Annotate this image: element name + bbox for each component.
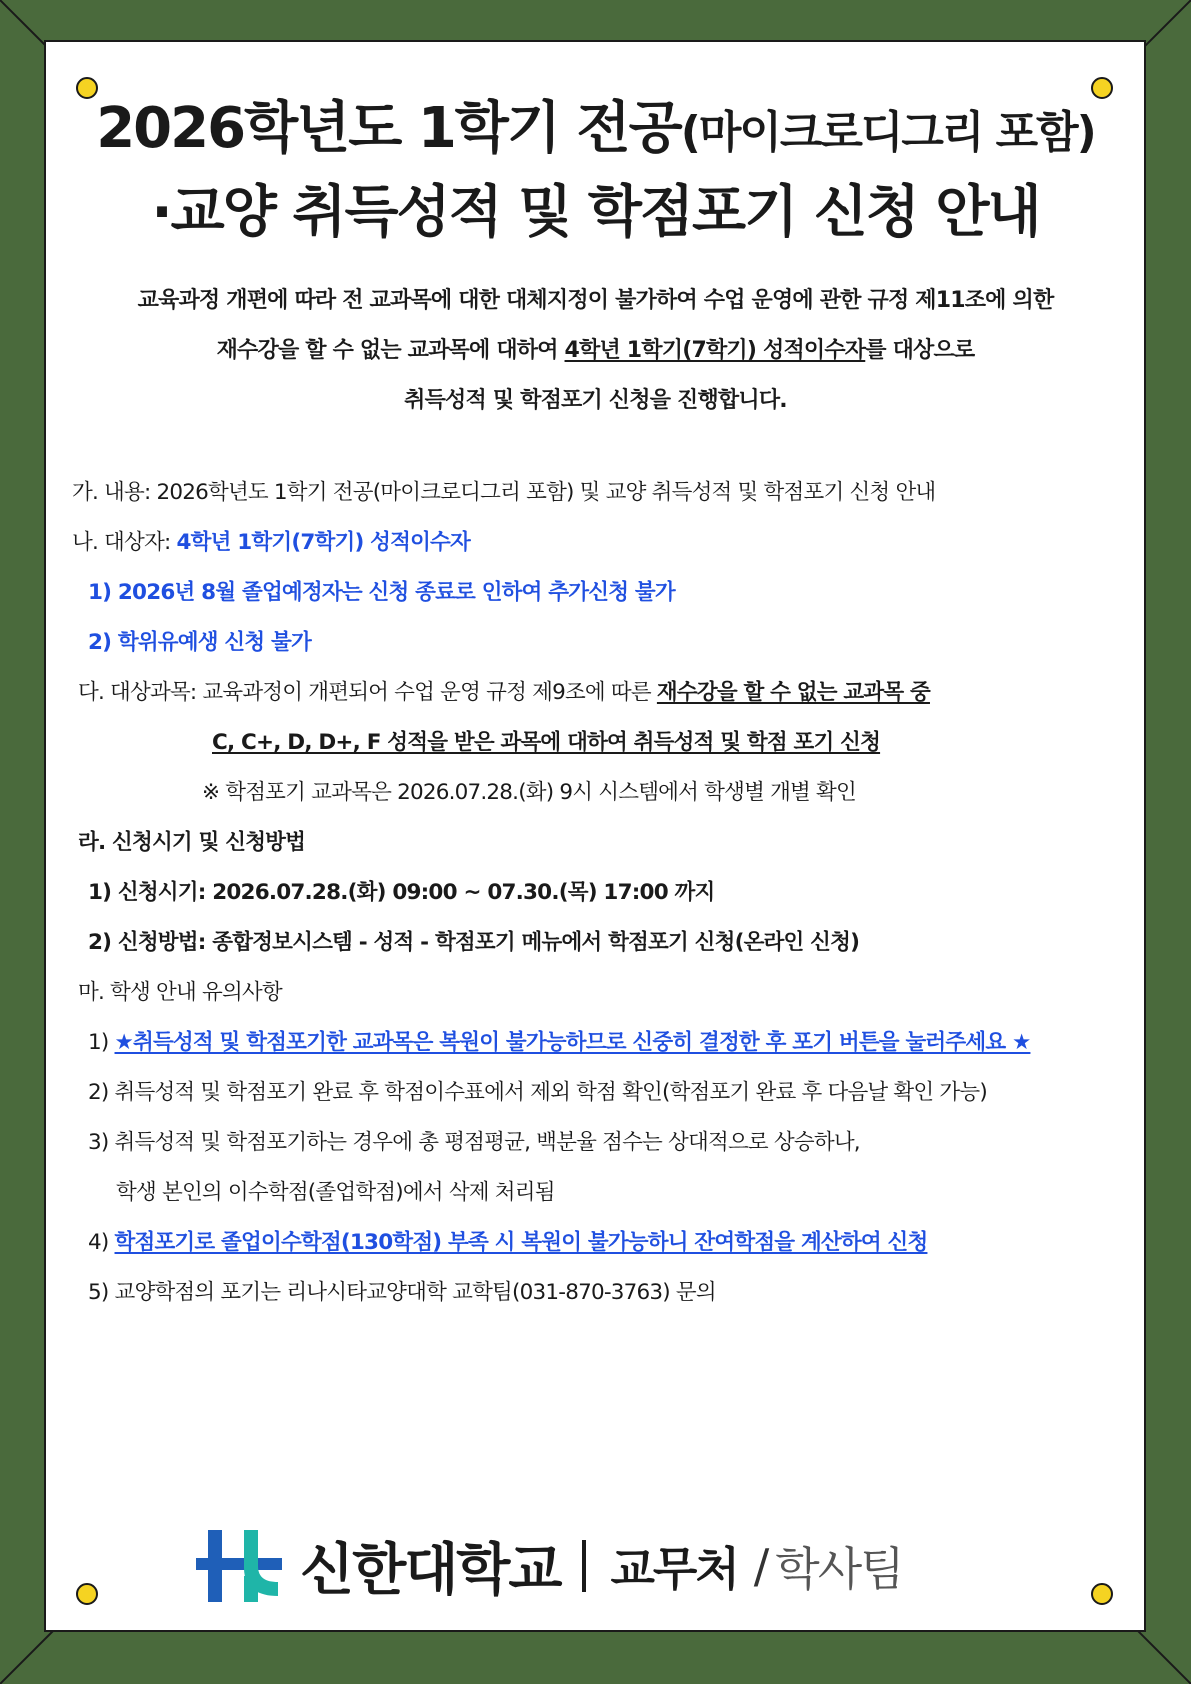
university-logo-icon [196, 1526, 282, 1606]
item-ma-4: 4) 학점포기로 졸업이수학점(130학점) 부족 시 복원이 불가능하니 잔여학점을 계산하여 신청 [88, 1230, 928, 1255]
footer-divider [582, 1540, 586, 1592]
title-paren: (마이크로디그리 포함) [680, 107, 1095, 158]
item-ra-1: 1) 신청시기: 2026.07.28.(화) 09:00 ~ 07.30.(목) 17:00 까지 [88, 880, 715, 905]
target-students: 4학년 1학기(7학기) 성적이수자 [176, 530, 470, 555]
item-ma-3b: 학생 본인의 이수학점(졸업학점)에서 삭제 처리됨 [116, 1180, 555, 1205]
target-courses: 재수강을 할 수 없는 교과목 중 [656, 680, 930, 705]
item-ra: 라. 신청시기 및 신청방법 [78, 830, 306, 855]
university-name: 신한대학교 [300, 1538, 561, 1603]
item-da: 다. 대상과목: 교육과정이 개편되어 수업 운영 규정 제9조에 따른 재수강을 할 수 없는 교과목 중 [78, 680, 930, 705]
title-main: 2026학년도 1학기 전공 [96, 96, 681, 161]
item-ma-5: 5) 교양학점의 포기는 리나시타교양대학 교학팀(031-870-3763) 문의 [88, 1280, 716, 1305]
item-da-line2: C, C+, D, D+, F 성적을 받은 과목에 대하여 취득성적 및 학점 포기 신청 [212, 730, 881, 755]
item-na: 나. 대상자: 4학년 1학기(7학기) 성적이수자 [72, 530, 470, 555]
item-ma-3a: 3) 취득성적 및 학점포기하는 경우에 총 평점평균, 백분율 점수는 상대적으로 상승하나, [88, 1130, 860, 1155]
title-line2: ·교양 취득성적 및 학점포기 신청 안내 [151, 180, 1040, 245]
footer-slash: / [753, 1539, 770, 1593]
page-title-line2 [0, 168, 1191, 248]
grommet-bottom-left [76, 1583, 98, 1605]
page-title-line1 [0, 84, 1191, 164]
intro-line3: 취득성적 및 학점포기 신청을 진행합니다. [404, 388, 787, 413]
item-ma-2: 2) 취득성적 및 학점포기 완료 후 학점이수표에서 제외 학점 확인(학점포기 완료 후 다음날 확인 가능) [88, 1080, 987, 1105]
item-na-1: 1) 2026년 8월 졸업예정자는 신청 종료로 인하여 추가신청 불가 [88, 580, 675, 605]
item-da-note: ※ 학점포기 교과목은 2026.07.28.(화) 9시 시스템에서 학생별 개별 확인 [202, 780, 856, 805]
item-na-2: 2) 학위유예생 신청 불가 [88, 630, 311, 655]
intro-target-underline: 4학년 1학기(7학기) 성적이수자 [564, 338, 866, 363]
warning-no-restore: ★취득성적 및 학점포기한 교과목은 복원이 불가능하므로 신중히 결정한 후 포기 버튼을 눌러주세요 ★ [114, 1030, 1031, 1055]
item-ra-2: 2) 신청방법: 종합정보시스템 - 성적 - 학점포기 메뉴에서 학점포기 신청(온라인 신청) [88, 930, 860, 955]
grommet-bottom-right [1091, 1583, 1113, 1605]
item-ma: 마. 학생 안내 유의사항 [78, 980, 282, 1005]
footer-signature [196, 1526, 903, 1606]
warning-graduation-credits: 학점포기로 졸업이수학점(130학점) 부족 시 복원이 불가능하니 잔여학점을 계산하여 신청 [114, 1230, 928, 1255]
item-ma-1: 1) ★취득성적 및 학점포기한 교과목은 복원이 불가능하므로 신중히 결정한 후 포기 버튼을 눌러주세요 ★ [88, 1030, 1031, 1055]
team-name: 학사팀 [775, 1542, 903, 1596]
intro-line2: 재수강을 할 수 없는 교과목에 대하여 4학년 1학기(7학기) 성적이수자를 대상으로 [216, 338, 975, 363]
department-name: 교무처 [610, 1542, 738, 1596]
item-ga: 가. 내용: 2026학년도 1학기 전공(마이크로디그리 포함) 및 교양 취득성적 및 학점포기 신청 안내 [72, 480, 936, 505]
intro-line1: 교육과정 개편에 따라 전 교과목에 대한 대체지정이 불가하여 수업 운영에 관한 규정 제11조에 의한 [137, 288, 1054, 313]
